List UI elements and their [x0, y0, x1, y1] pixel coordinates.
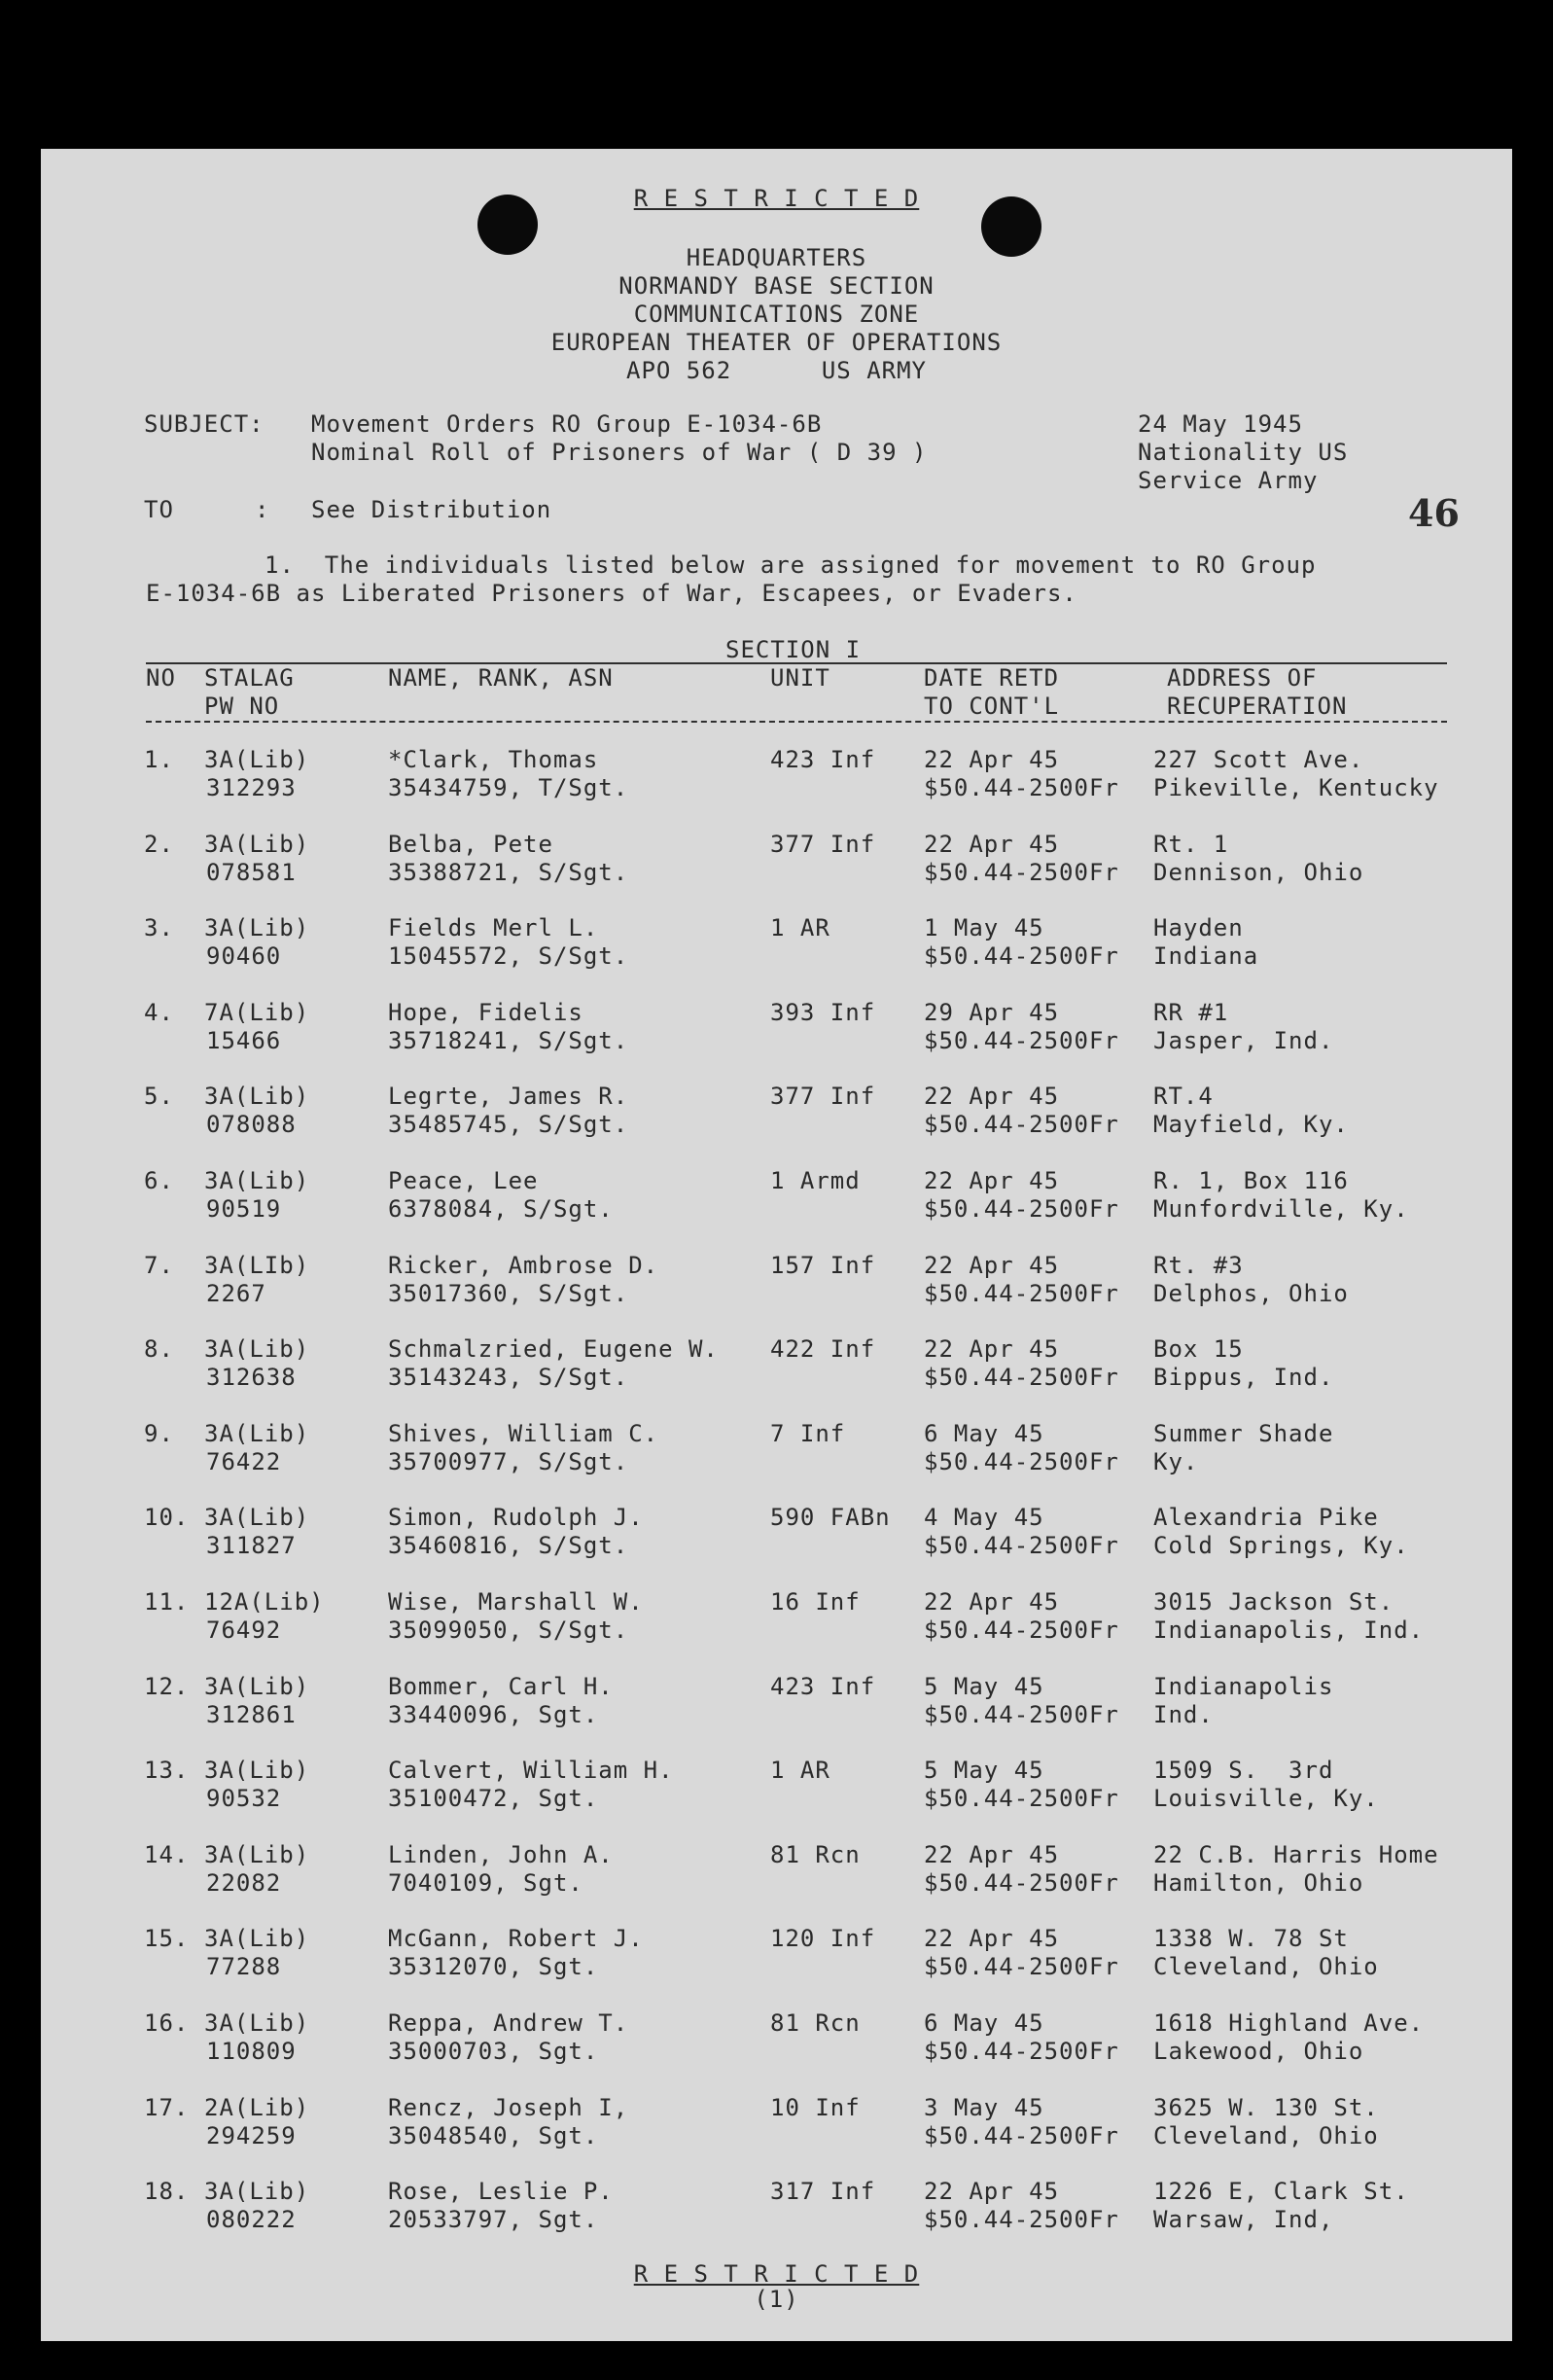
- stalag-cell: 3A(Lib): [204, 1757, 310, 1785]
- row-no: 4.: [144, 998, 174, 1026]
- row-no: 10.: [144, 1504, 190, 1532]
- date-returned-cell: 22 Apr 45: [924, 746, 1060, 773]
- name-cell: Bommer, Carl H.: [388, 1672, 614, 1700]
- payment-cell: $50.44-2500Fr: [924, 1532, 1119, 1560]
- address-line-2: Delphos, Ohio: [1153, 1279, 1349, 1307]
- row-no: 5.: [144, 1083, 174, 1111]
- name-cell: Simon, Rudolph J.: [388, 1504, 644, 1532]
- date-returned-cell: 4 May 45: [924, 1504, 1044, 1532]
- to-label: TO: [144, 496, 174, 523]
- address-line-2: Jasper, Ind.: [1153, 1026, 1334, 1054]
- address-line-1: RR #1: [1153, 998, 1229, 1026]
- payment-cell: $50.44-2500Fr: [924, 1616, 1119, 1644]
- document-date: 24 May 1945: [1138, 410, 1303, 438]
- pw-no-cell: 078581: [206, 858, 297, 886]
- name-cell: Peace, Lee: [388, 1167, 539, 1194]
- address-line-1: RT.4: [1153, 1083, 1214, 1111]
- address-line-2: Warsaw, Ind,: [1153, 2206, 1334, 2234]
- date-returned-cell: 22 Apr 45: [924, 1251, 1060, 1279]
- date-returned-cell: 6 May 45: [924, 1419, 1044, 1447]
- asn-rank-cell: 35099050, S/Sgt.: [388, 1616, 629, 1644]
- page-footer-number: (1): [754, 2286, 799, 2313]
- table-row: [41, 1672, 1512, 1740]
- pw-no-cell: 312293: [206, 774, 297, 801]
- date-returned-cell: 22 Apr 45: [924, 1167, 1060, 1194]
- name-cell: Rose, Leslie P.: [388, 2178, 614, 2206]
- address-line-2: Hamilton, Ohio: [1153, 1868, 1364, 1897]
- date-returned-cell: 22 Apr 45: [924, 2178, 1060, 2206]
- classification-bottom: R E S T R I C T E D: [633, 2260, 920, 2288]
- row-no: 9.: [144, 1419, 174, 1447]
- table-row: [41, 1166, 1512, 1234]
- payment-cell: $50.44-2500Fr: [924, 1195, 1119, 1223]
- stalag-cell: 3A(Lib): [204, 1504, 310, 1532]
- name-cell: Wise, Marshall W.: [388, 1588, 644, 1616]
- asn-rank-cell: 35434759, T/Sgt.: [388, 774, 629, 801]
- table-row: [41, 1334, 1512, 1403]
- name-cell: Calvert, William H.: [388, 1757, 674, 1785]
- row-no: 13.: [144, 1757, 190, 1785]
- col-pw-no: PW NO: [204, 693, 280, 720]
- date-returned-cell: 1 May 45: [924, 914, 1044, 942]
- stalag-cell: 3A(Lib): [204, 1167, 310, 1194]
- row-no: 11.: [144, 1588, 190, 1616]
- payment-cell: $50.44-2500Fr: [924, 1279, 1119, 1307]
- address-line-1: Rt. 1: [1153, 830, 1229, 858]
- asn-rank-cell: 20533797, Sgt.: [388, 2206, 599, 2234]
- payment-cell: $50.44-2500Fr: [924, 1868, 1119, 1897]
- asn-rank-cell: 35143243, S/Sgt.: [388, 1364, 629, 1392]
- unit-cell: 1 Armd: [770, 1167, 861, 1194]
- payment-cell: $50.44-2500Fr: [924, 858, 1119, 886]
- asn-rank-cell: 35017360, S/Sgt.: [388, 1279, 629, 1307]
- asn-rank-cell: 7040109, Sgt.: [388, 1868, 583, 1897]
- col-stalag: STALAG: [204, 664, 295, 692]
- address-line-1: Summer Shade: [1153, 1419, 1334, 1447]
- org-line: COMMUNICATIONS ZONE: [633, 301, 920, 328]
- address-line-2: Pikeville, Kentucky: [1153, 774, 1439, 801]
- address-line-1: 3015 Jackson St.: [1153, 1588, 1394, 1616]
- document-page: [41, 149, 1512, 2341]
- address-line-2: Dennison, Ohio: [1153, 858, 1364, 886]
- stalag-cell: 3A(Lib): [204, 746, 310, 773]
- pw-no-cell: 90460: [206, 942, 282, 971]
- col-address-2: RECUPERATION: [1167, 693, 1348, 720]
- unit-cell: 157 Inf: [770, 1251, 876, 1279]
- address-line-1: 3625 W. 130 St.: [1153, 2093, 1379, 2121]
- row-no: 3.: [144, 914, 174, 942]
- org-line: NORMANDY BASE SECTION: [618, 272, 935, 300]
- stalag-cell: 3A(Lib): [204, 2178, 310, 2206]
- unit-cell: 16 Inf: [770, 1588, 861, 1616]
- name-cell: Linden, John A.: [388, 1840, 614, 1868]
- unit-cell: 81 Rcn: [770, 1840, 861, 1868]
- date-returned-cell: 29 Apr 45: [924, 998, 1060, 1026]
- address-line-2: Mayfield, Ky.: [1153, 1111, 1349, 1139]
- asn-rank-cell: 35460816, S/Sgt.: [388, 1532, 629, 1560]
- pw-no-cell: 110809: [206, 2038, 297, 2065]
- unit-cell: 1 AR: [770, 1757, 830, 1785]
- asn-rank-cell: 15045572, S/Sgt.: [388, 942, 629, 971]
- date-returned-cell: 22 Apr 45: [924, 1335, 1060, 1364]
- pw-no-cell: 078088: [206, 1111, 297, 1139]
- stalag-cell: 3A(LIb): [204, 1251, 310, 1279]
- payment-cell: $50.44-2500Fr: [924, 774, 1119, 801]
- subject-line: Nominal Roll of Prisoners of War ( D 39 ): [311, 439, 928, 466]
- stalag-cell: 12A(Lib): [204, 1588, 325, 1616]
- row-no: 16.: [144, 2009, 190, 2037]
- table-row: [41, 2093, 1512, 2161]
- stalag-cell: 3A(Lib): [204, 1672, 310, 1700]
- name-cell: Schmalzried, Eugene W.: [388, 1335, 719, 1364]
- col-address: ADDRESS OF: [1167, 664, 1318, 692]
- row-no: 12.: [144, 1672, 190, 1700]
- address-line-2: Cold Springs, Ky.: [1153, 1532, 1409, 1560]
- pw-no-cell: 080222: [206, 2206, 297, 2234]
- unit-cell: 10 Inf: [770, 2093, 861, 2121]
- unit-cell: 422 Inf: [770, 1335, 876, 1364]
- table-row: [41, 1419, 1512, 1487]
- table-row: [41, 913, 1512, 981]
- address-line-1: R. 1, Box 116: [1153, 1167, 1349, 1194]
- classification-top: R E S T R I C T E D: [633, 185, 920, 212]
- section-title: SECTION I: [725, 636, 862, 663]
- address-line-1: 1618 Highland Ave.: [1153, 2009, 1425, 2037]
- asn-rank-cell: 35000703, Sgt.: [388, 2038, 599, 2065]
- table-row: [41, 1587, 1512, 1655]
- address-line-2: Munfordville, Ky.: [1153, 1195, 1409, 1223]
- table-row: [41, 998, 1512, 1066]
- table-row: [41, 2008, 1512, 2077]
- col-unit: UNIT: [770, 664, 830, 692]
- table-row: [41, 2177, 1512, 2245]
- unit-cell: 81 Rcn: [770, 2009, 861, 2037]
- org-line: HEADQUARTERS: [686, 244, 867, 271]
- address-line-1: 1338 W. 78 St: [1153, 1925, 1349, 1953]
- name-cell: *Clark, Thomas: [388, 746, 599, 773]
- address-line-2: Ind.: [1153, 1700, 1214, 1728]
- asn-rank-cell: 35048540, Sgt.: [388, 2121, 599, 2149]
- unit-cell: 7 Inf: [770, 1419, 846, 1447]
- date-returned-cell: 3 May 45: [924, 2093, 1044, 2121]
- payment-cell: $50.44-2500Fr: [924, 1953, 1119, 1981]
- stalag-cell: 3A(Lib): [204, 1335, 310, 1364]
- name-cell: Legrte, James R.: [388, 1083, 629, 1111]
- table-row: [41, 1840, 1512, 1908]
- address-line-1: 1509 S. 3rd: [1153, 1757, 1334, 1785]
- col-date-2: TO CONT'L: [924, 693, 1060, 720]
- paragraph-line: 1. The individuals listed below are assigned for movement to RO Group: [265, 551, 1317, 579]
- table-row: [41, 1251, 1512, 1319]
- org-line: APO 562 US ARMY: [626, 357, 927, 384]
- stalag-cell: 3A(Lib): [204, 1083, 310, 1111]
- stalag-cell: 7A(Lib): [204, 998, 310, 1026]
- to-colon: :: [255, 496, 270, 523]
- payment-cell: $50.44-2500Fr: [924, 2038, 1119, 2065]
- payment-cell: $50.44-2500Fr: [924, 1700, 1119, 1728]
- name-cell: Rencz, Joseph I,: [388, 2093, 629, 2121]
- row-no: 6.: [144, 1167, 174, 1194]
- pw-no-cell: 76492: [206, 1616, 282, 1644]
- row-no: 2.: [144, 830, 174, 858]
- payment-cell: $50.44-2500Fr: [924, 942, 1119, 971]
- unit-cell: 317 Inf: [770, 2178, 876, 2206]
- name-cell: Ricker, Ambrose D.: [388, 1251, 659, 1279]
- date-returned-cell: 5 May 45: [924, 1757, 1044, 1785]
- table-row: [41, 1082, 1512, 1150]
- date-returned-cell: 22 Apr 45: [924, 830, 1060, 858]
- address-line-1: 22 C.B. Harris Home: [1153, 1840, 1439, 1868]
- pw-no-cell: 90519: [206, 1195, 282, 1223]
- address-line-1: Hayden: [1153, 914, 1244, 942]
- address-line-1: 1226 E, Clark St.: [1153, 2178, 1409, 2206]
- address-line-2: Louisville, Ky.: [1153, 1785, 1379, 1813]
- asn-rank-cell: 6378084, S/Sgt.: [388, 1195, 614, 1223]
- unit-cell: 120 Inf: [770, 1925, 876, 1953]
- stalag-cell: 3A(Lib): [204, 830, 310, 858]
- unit-cell: 393 Inf: [770, 998, 876, 1026]
- name-cell: McGann, Robert J.: [388, 1925, 644, 1953]
- pw-no-cell: 90532: [206, 1785, 282, 1813]
- date-returned-cell: 5 May 45: [924, 1672, 1044, 1700]
- stalag-cell: 3A(Lib): [204, 1925, 310, 1953]
- address-line-2: Lakewood, Ohio: [1153, 2038, 1364, 2065]
- payment-cell: $50.44-2500Fr: [924, 1785, 1119, 1813]
- unit-cell: 423 Inf: [770, 1672, 876, 1700]
- paragraph-line: E-1034-6B as Liberated Prisoners of War, Escapees, or Evaders.: [146, 580, 1077, 607]
- asn-rank-cell: 35700977, S/Sgt.: [388, 1447, 629, 1475]
- name-cell: Belba, Pete: [388, 830, 553, 858]
- pw-no-cell: 22082: [206, 1868, 282, 1897]
- row-no: 7.: [144, 1251, 174, 1279]
- stalag-cell: 3A(Lib): [204, 1840, 310, 1868]
- asn-rank-cell: 35100472, Sgt.: [388, 1785, 599, 1813]
- subject-line: Movement Orders RO Group E-1034-6B: [311, 410, 823, 438]
- row-no: 14.: [144, 1840, 190, 1868]
- pw-no-cell: 312638: [206, 1364, 297, 1392]
- subject-label: SUBJECT:: [144, 410, 265, 438]
- payment-cell: $50.44-2500Fr: [924, 2206, 1119, 2234]
- table-row: [41, 830, 1512, 898]
- header-rule-bottom: [146, 721, 1447, 723]
- asn-rank-cell: 35485745, S/Sgt.: [388, 1111, 629, 1139]
- address-line-2: Cleveland, Ohio: [1153, 1953, 1379, 1981]
- unit-cell: 423 Inf: [770, 746, 876, 773]
- payment-cell: $50.44-2500Fr: [924, 1111, 1119, 1139]
- unit-cell: 1 AR: [770, 914, 830, 942]
- asn-rank-cell: 35718241, S/Sgt.: [388, 1026, 629, 1054]
- name-cell: Fields Merl L.: [388, 914, 599, 942]
- row-no: 18.: [144, 2178, 190, 2206]
- row-no: 15.: [144, 1925, 190, 1953]
- row-no: 8.: [144, 1335, 174, 1364]
- pw-no-cell: 15466: [206, 1026, 282, 1054]
- table-row: [41, 1756, 1512, 1824]
- address-line-2: Ky.: [1153, 1447, 1199, 1475]
- nationality: Nationality US: [1138, 439, 1349, 466]
- stalag-cell: 3A(Lib): [204, 2009, 310, 2037]
- address-line-2: Indiana: [1153, 942, 1259, 971]
- table-row: [41, 745, 1512, 813]
- unit-cell: 377 Inf: [770, 1083, 876, 1111]
- asn-rank-cell: 35388721, S/Sgt.: [388, 858, 629, 886]
- name-cell: Hope, Fidelis: [388, 998, 583, 1026]
- pw-no-cell: 312861: [206, 1700, 297, 1728]
- stalag-cell: 3A(Lib): [204, 1419, 310, 1447]
- pw-no-cell: 311827: [206, 1532, 297, 1560]
- asn-rank-cell: 33440096, Sgt.: [388, 1700, 599, 1728]
- pw-no-cell: 77288: [206, 1953, 282, 1981]
- page-number: 46: [1408, 491, 1460, 535]
- unit-cell: 590 FABn: [770, 1504, 891, 1532]
- address-line-2: Cleveland, Ohio: [1153, 2121, 1379, 2149]
- address-line-1: Indianapolis: [1153, 1672, 1334, 1700]
- address-line-1: 227 Scott Ave.: [1153, 746, 1364, 773]
- date-returned-cell: 22 Apr 45: [924, 1083, 1060, 1111]
- table-row: [41, 1503, 1512, 1571]
- col-date: DATE RETD: [924, 664, 1060, 692]
- payment-cell: $50.44-2500Fr: [924, 2121, 1119, 2149]
- payment-cell: $50.44-2500Fr: [924, 1364, 1119, 1392]
- address-line-2: Indianapolis, Ind.: [1153, 1616, 1425, 1644]
- pw-no-cell: 294259: [206, 2121, 297, 2149]
- row-no: 1.: [144, 746, 174, 773]
- col-name: NAME, RANK, ASN: [388, 664, 614, 692]
- date-returned-cell: 6 May 45: [924, 2009, 1044, 2037]
- pw-no-cell: 76422: [206, 1447, 282, 1475]
- stalag-cell: 2A(Lib): [204, 2093, 310, 2121]
- col-no: NO: [146, 664, 176, 692]
- address-line-2: Bippus, Ind.: [1153, 1364, 1334, 1392]
- address-line-1: Box 15: [1153, 1335, 1244, 1364]
- table-row: [41, 1924, 1512, 1992]
- org-line: EUROPEAN THEATER OF OPERATIONS: [550, 329, 1003, 356]
- name-cell: Shives, William C.: [388, 1419, 659, 1447]
- date-returned-cell: 22 Apr 45: [924, 1840, 1060, 1868]
- address-line-1: Rt. #3: [1153, 1251, 1244, 1279]
- to-value: See Distribution: [311, 496, 552, 523]
- service: Service Army: [1138, 467, 1319, 494]
- stalag-cell: 3A(Lib): [204, 914, 310, 942]
- asn-rank-cell: 35312070, Sgt.: [388, 1953, 599, 1981]
- row-no: 17.: [144, 2093, 190, 2121]
- payment-cell: $50.44-2500Fr: [924, 1447, 1119, 1475]
- address-line-1: Alexandria Pike: [1153, 1504, 1379, 1532]
- payment-cell: $50.44-2500Fr: [924, 1026, 1119, 1054]
- pw-no-cell: 2267: [206, 1279, 266, 1307]
- date-returned-cell: 22 Apr 45: [924, 1588, 1060, 1616]
- date-returned-cell: 22 Apr 45: [924, 1925, 1060, 1953]
- unit-cell: 377 Inf: [770, 830, 876, 858]
- name-cell: Reppa, Andrew T.: [388, 2009, 629, 2037]
